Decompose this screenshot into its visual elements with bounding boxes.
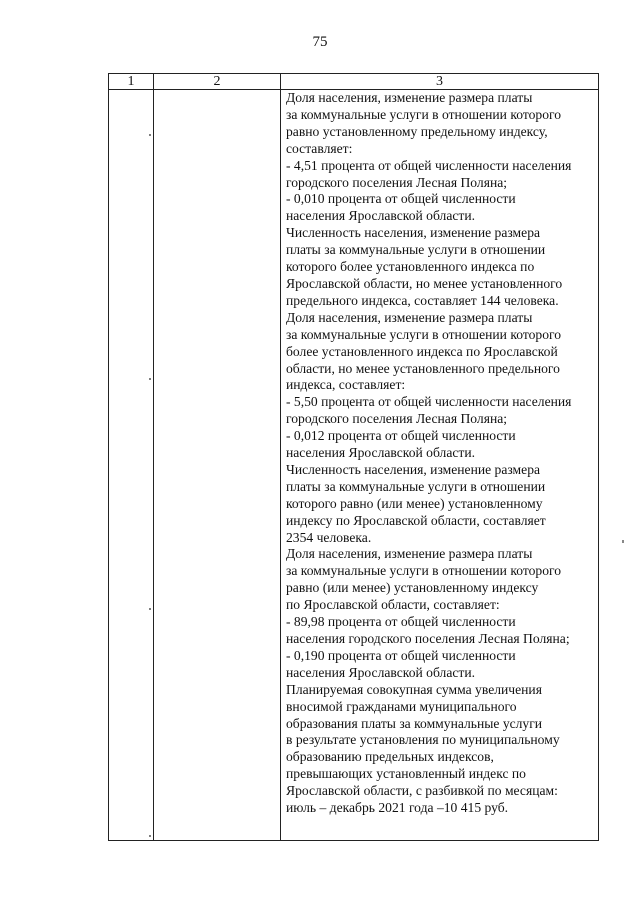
scan-dot — [149, 134, 151, 136]
paragraph — [286, 428, 596, 462]
paragraph — [286, 546, 596, 614]
text-line: Доля населения, изменение размера платы — [286, 309, 533, 325]
text-line: в результате установления по муниципальному — [286, 732, 560, 748]
text-line: 2354 человека. — [286, 529, 372, 545]
text-line: по Ярославской области, составляет: — [286, 597, 500, 613]
text-line: населения Ярославской области. — [286, 445, 476, 461]
text-line: - 0,010 процента от общей численности — [286, 191, 516, 207]
text-line: предельного индекса, составляет 144 человека. — [286, 292, 559, 308]
page-number: 75 — [312, 34, 328, 50]
text-line: вносимой гражданами муниципального — [286, 698, 517, 714]
column-2-cell — [154, 90, 281, 841]
text-line: за коммунальные услуги в отношении которого — [286, 563, 562, 579]
paragraph — [286, 462, 596, 547]
text-line: превышающих установленный индекс по — [286, 766, 526, 782]
paragraph — [286, 614, 596, 648]
table-header-row — [109, 74, 599, 90]
text-line: - 89,98 процента от общей численности — [286, 614, 516, 630]
text-line: июль – декабрь 2021 года –10 415 руб. — [286, 800, 509, 816]
text-line: городского поселения Лесная Поляна; — [286, 174, 508, 190]
text-line: которого равно (или менее) установленному — [286, 495, 543, 511]
scan-dot — [149, 835, 151, 837]
paragraph — [286, 310, 596, 395]
text-line: - 4,51 процента от общей численности населения — [286, 157, 572, 173]
paragraph — [286, 158, 596, 192]
paragraph — [286, 191, 596, 225]
text-line: Численность населения, изменение размера — [286, 461, 541, 477]
text-line: - 0,012 процента от общей численности — [286, 428, 516, 444]
document-table — [108, 73, 599, 841]
text-line: за коммунальные услуги в отношении которого — [286, 326, 562, 342]
scan-dot — [149, 378, 151, 380]
column-3-cell — [281, 90, 599, 841]
text-line: образованию предельных индексов, — [286, 749, 494, 765]
text-line: равно установленному предельному индексу, — [286, 123, 548, 139]
text-line: Планируемая совокупная сумма увеличения — [286, 681, 542, 697]
paragraph — [286, 394, 596, 428]
text-line: населения городского поселения Лесная Поляна; — [286, 631, 570, 646]
column-header-2: 2 — [154, 74, 281, 90]
text-line: Доля населения, изменение размера платы — [286, 90, 533, 105]
text-line: платы за коммунальные услуги в отношении — [286, 242, 546, 258]
text-line: равно (или менее) установленному индексу — [286, 580, 539, 596]
text-line: Доля населения, изменение размера платы — [286, 546, 533, 562]
text-line: области, но менее установленного предельного — [286, 360, 560, 376]
text-line: индекса, составляет: — [286, 377, 406, 393]
text-line: - 5,50 процента от общей численности населения — [286, 394, 572, 410]
scan-edge-mark — [622, 540, 624, 543]
scan-dot — [149, 608, 151, 610]
column-1-cell — [109, 90, 154, 841]
text-line: образования платы за коммунальные услуги — [286, 715, 543, 731]
paragraph — [286, 225, 596, 310]
text-line: платы за коммунальные услуги в отношении — [286, 478, 546, 494]
text-line: - 0,190 процента от общей численности — [286, 647, 516, 663]
paragraph — [286, 648, 596, 682]
text-line: составляет: — [286, 140, 353, 156]
paragraph — [286, 90, 596, 158]
paragraph-container — [286, 90, 596, 817]
column-header-3: 3 — [281, 74, 599, 90]
text-line: индексу по Ярославской области, составляет — [286, 512, 546, 528]
text-line: населения Ярославской области. — [286, 208, 476, 224]
text-line: Ярославской области, но менее установленного — [286, 275, 563, 291]
column-header-1: 1 — [109, 74, 154, 90]
text-line: более установленного индекса по Ярославской — [286, 343, 558, 359]
paragraph — [286, 682, 596, 817]
text-line: Численность населения, изменение размера — [286, 225, 541, 241]
table-row — [109, 90, 599, 841]
text-line: Ярославской области, с разбивкой по месяцам: — [286, 783, 558, 799]
text-line: городского поселения Лесная Поляна; — [286, 411, 508, 427]
text-line: которого более установленного индекса по — [286, 259, 535, 275]
text-line: за коммунальные услуги в отношении которого — [286, 106, 562, 122]
text-line: населения Ярославской области. — [286, 664, 476, 680]
